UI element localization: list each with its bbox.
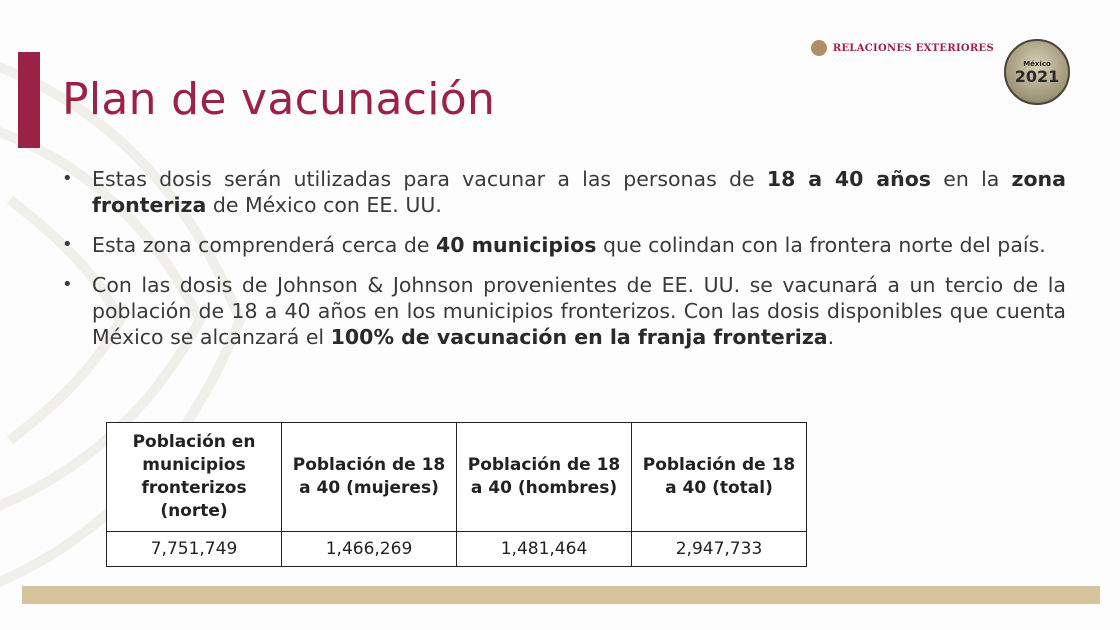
bullet-text: Estas dosis serán utilizadas para vacunar a las personas de [92, 167, 767, 191]
table-cell: 1,481,464 [457, 532, 632, 567]
sre-logo-text: RELACIONES EXTERIORES [832, 42, 994, 54]
table-header-cell: Población de 18 a 40 (hombres) [457, 423, 632, 532]
bullet-text: de México con EE. UU. [206, 193, 442, 217]
bullet-text: Esta zona comprenderá cerca de [92, 233, 436, 257]
bullet-bold-text: 100% de vacunación en la franja fronteriza [330, 325, 828, 349]
table-header-cell: Población de 18 a 40 (total) [632, 423, 807, 532]
seal-icon [811, 40, 827, 56]
table-cell: 7,751,749 [107, 532, 282, 567]
bullet-item [62, 232, 1066, 258]
table-header-cell: Población en municipios fronterizos (norte) [107, 423, 282, 532]
header-logos [811, 28, 1070, 108]
table-cell: 2,947,733 [632, 532, 807, 567]
bullet-text: Con las dosis de Johnson & Johnson provenientes de EE. UU. se vacunará a un tercio de la población de 18 a 40 años en los municipios fronterizos. Con las dosis disponibles que cuenta México se alcanzará el [92, 273, 1066, 349]
mexico-2021-medallion-icon [1004, 39, 1070, 105]
accent-bar [18, 52, 40, 148]
bullet-bold-text: zona fronteriza [92, 167, 1066, 217]
bullet-list [62, 166, 1066, 364]
table-header-row [107, 423, 807, 532]
medallion-year: 2021 [1014, 66, 1060, 86]
slide-title: Plan de vacunación [62, 74, 496, 125]
table-header-cell: Población de 18 a 40 (mujeres) [282, 423, 457, 532]
bullet-item [62, 272, 1066, 350]
bottom-band [22, 586, 1100, 604]
bullet-bold-text: 18 a 40 años [766, 167, 932, 191]
medallion-top-text: México [1023, 59, 1051, 68]
bullet-text: en la [931, 167, 1012, 191]
population-table [106, 422, 807, 567]
bullet-bold-text: 40 municipios [436, 233, 597, 257]
bullet-item [62, 166, 1066, 218]
table-row [107, 532, 807, 567]
bullet-text: que colindan con la frontera norte del país. [596, 233, 1046, 257]
table-cell: 1,466,269 [282, 532, 457, 567]
sre-logo [811, 40, 994, 56]
bullet-text: . [827, 325, 835, 349]
